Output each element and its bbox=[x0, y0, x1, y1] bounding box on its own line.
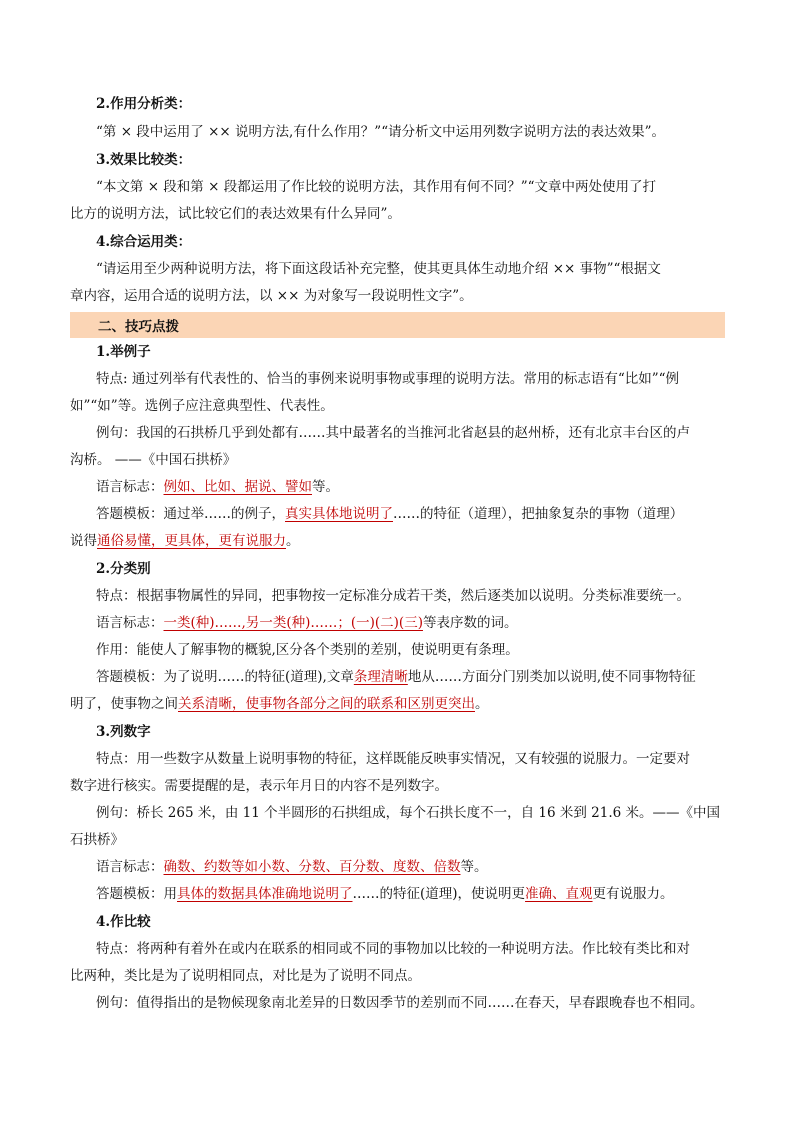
numbers-sentence-2: 石拱桥》 bbox=[70, 832, 124, 848]
section-title-comprehensive: 4.综合运用类： bbox=[96, 234, 192, 250]
comparison-feature-1: 特点：将两种有着外在或内在联系的相同或不同的事物加以比较的一种说明方法。作比较有类比和对 bbox=[96, 941, 690, 957]
method-title-classification: 2.分类别 bbox=[96, 561, 151, 577]
template-underlined: 关系清晰，使事物各部分之间的联系和区别更突出 bbox=[178, 696, 475, 712]
section-title-function-analysis: 2.作用分析类： bbox=[96, 96, 192, 112]
template-underlined: 具体的数据具体准确地说明了 bbox=[177, 886, 353, 902]
template-text: 答题模板：通过举……的例子， bbox=[96, 506, 285, 522]
classification-feature: 特点：根据事物属性的异同，把事物按一定标准分成若干类，然后逐类加以说明。分类标准要统一。 bbox=[96, 588, 690, 604]
section-band-label: 二、技巧点拨 bbox=[98, 319, 179, 335]
paragraph-function-analysis: “第 × 段中运用了 ×× 说明方法,有什么作用？”“请分析文中运用列数字说明方法的表达效果”。 bbox=[96, 124, 665, 140]
section-band-tips bbox=[70, 312, 725, 338]
method-title-comparison: 4.作比较 bbox=[96, 914, 151, 930]
numbers-signal-words bbox=[96, 857, 488, 877]
method-title-numbers: 3.列数字 bbox=[96, 724, 151, 740]
template-text: 更有说服力。 bbox=[592, 886, 674, 902]
template-text: ……的特征(道理)，使说明更 bbox=[352, 886, 526, 902]
template-text: 明了，使事物之间 bbox=[70, 696, 178, 712]
template-text: 答题模板：用 bbox=[96, 886, 177, 902]
section-title-effect-comparison: 3.效果比较类： bbox=[96, 152, 192, 168]
template-text: 地从……方面分门别类加以说明,使不同事物特征 bbox=[407, 669, 696, 685]
numbers-feature-2: 数字进行核实。需要提醒的是，表示年月日的内容不是列数字。 bbox=[70, 778, 448, 794]
classification-template-1 bbox=[96, 667, 696, 687]
examples-feature-1: 特点: 通过列举有代表性的、恰当的事例来说明事物或事理的说明方法。常用的标志语有“比如”“例 bbox=[96, 371, 680, 387]
comparison-sentence: 例句：值得指出的是物候现象南北差异的日数因季节的差别而不同……在春天，早春跟晚春也不相同。 bbox=[96, 995, 704, 1011]
method-title-examples: 1.举例子 bbox=[96, 344, 151, 360]
template-text: 。 bbox=[286, 533, 300, 549]
comparison-feature-2: 比两种，类比是为了说明相同点，对比是为了说明不同点。 bbox=[70, 968, 421, 984]
signal-tail: 等。 bbox=[460, 859, 488, 875]
signal-label: 语言标志： bbox=[96, 615, 164, 631]
signal-tail: 等表序数的词。 bbox=[422, 615, 518, 631]
template-underlined: 准确、直观 bbox=[525, 886, 593, 902]
classification-use: 作用：能使人了解事物的概貌,区分各个类别的差别，使说明更有条理。 bbox=[96, 642, 519, 658]
template-text: ……的特征（道理），把抽象复杂的事物（道理） bbox=[393, 506, 684, 522]
signal-words-underlined: 确数、约数等如小数、分数、百分数、度数、倍数 bbox=[163, 859, 461, 875]
signal-label: 语言标志： bbox=[96, 479, 164, 495]
numbers-sentence-1: 例句：桥长 265 米，由 11 个半圆形的石拱组成，每个石拱长度不一，自 16 米到 21.6 米。——《中国 bbox=[96, 805, 721, 821]
classification-signal-words bbox=[96, 613, 517, 633]
examples-signal-words bbox=[96, 477, 339, 497]
paragraph-effect-comparison-2: 比方的说明方法，试比较它们的表达效果有什么异同”。 bbox=[70, 206, 401, 222]
template-underlined: 通俗易懂，更具体，更有说服力 bbox=[97, 533, 286, 549]
paragraph-comprehensive-1: “请运用至少两种说明方法，将下面这段话补充完整，使其更具体生动地介绍 ×× 事物”“根据文 bbox=[96, 261, 661, 277]
signal-label: 语言标志： bbox=[96, 859, 164, 875]
examples-sentence-2: 沟桥。 ——《中国石拱桥》 bbox=[70, 452, 237, 468]
classification-template-2 bbox=[70, 694, 489, 714]
signal-words-underlined: 例如、比如、据说、譬如 bbox=[163, 479, 312, 495]
numbers-template bbox=[96, 884, 674, 904]
template-text: 说得 bbox=[70, 533, 97, 549]
paragraph-effect-comparison-1: “本文第 × 段和第 × 段都运用了作比较的说明方法，其作用有何不同？”“文章中两处使用了打 bbox=[96, 179, 656, 195]
examples-feature-2: 如”“如”等。选例子应注意典型性、代表性。 bbox=[70, 398, 334, 414]
template-underlined: 条理清晰 bbox=[353, 669, 408, 685]
template-text: 。 bbox=[475, 696, 489, 712]
examples-template-1 bbox=[96, 504, 683, 524]
examples-template-2 bbox=[70, 531, 300, 551]
paragraph-comprehensive-2: 章内容，运用合适的说明方法，以 ×× 为对象写一段说明性文字”。 bbox=[70, 288, 473, 304]
numbers-feature-1: 特点：用一些数字从数量上说明事物的特征，这样既能反映事实情况，又有较强的说服力。一定要对 bbox=[96, 751, 690, 767]
signal-tail: 等。 bbox=[312, 479, 339, 495]
template-text: 答题模板：为了说明……的特征(道理),文章 bbox=[96, 669, 354, 685]
examples-sentence-1: 例句：我国的石拱桥几乎到处都有……其中最著名的当推河北省赵县的赵州桥，还有北京丰台区的卢 bbox=[96, 425, 690, 441]
signal-words-underlined: 一类(种)……,另一类(种)……；(一)(二)(三) bbox=[163, 615, 423, 631]
template-underlined: 真实具体地说明了 bbox=[285, 506, 393, 522]
